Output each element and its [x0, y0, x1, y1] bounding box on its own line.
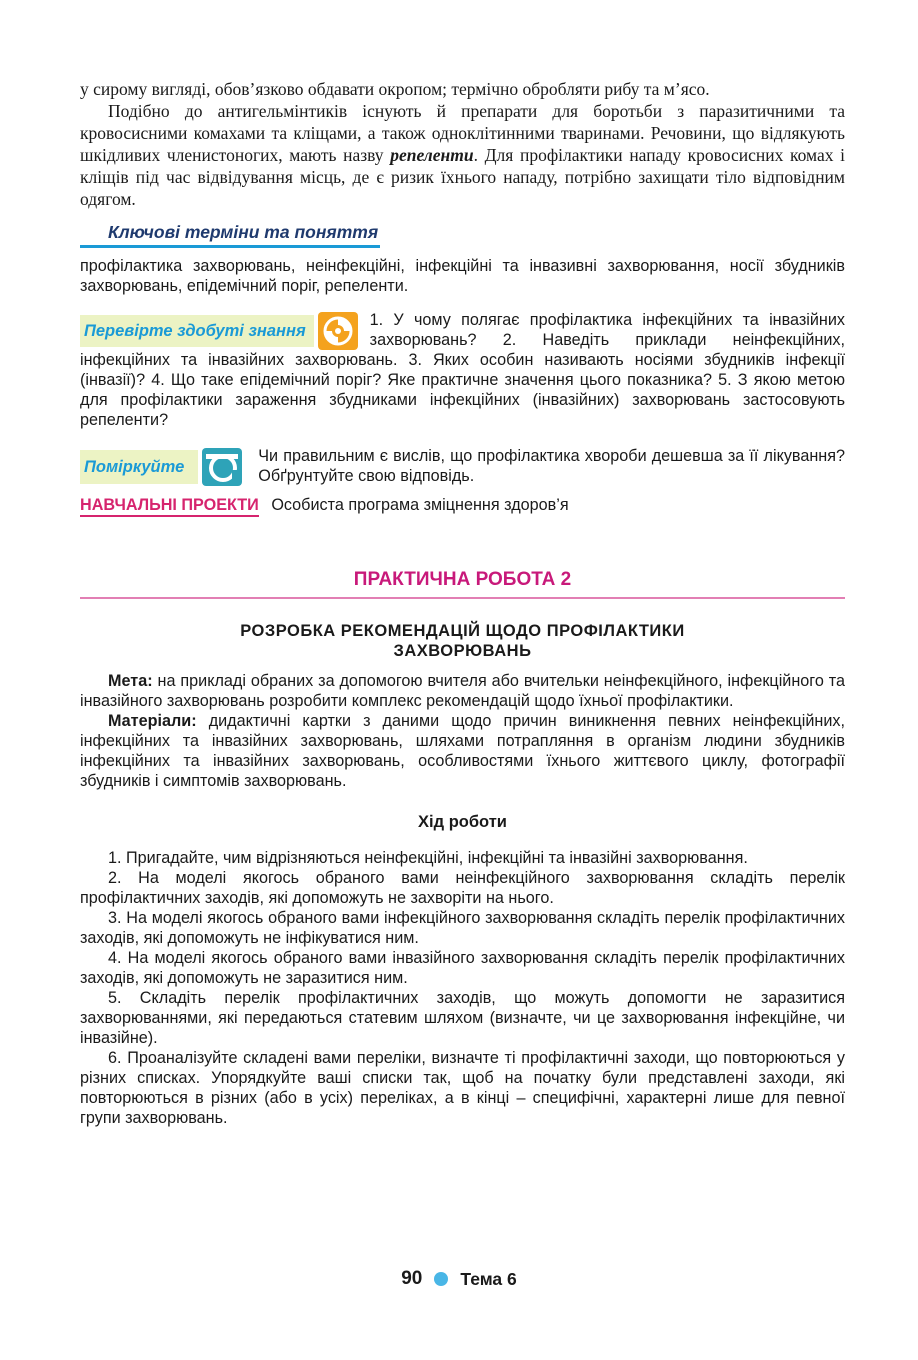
page — [80, 78, 845, 1128]
topic-label: Тема 6 — [460, 1268, 517, 1289]
step-item: 3. На моделі якогось обраного вами інфекційного захворювання складіть перелік профілактичних заходів, які допоможуть не інфікуватися ним. — [80, 909, 845, 947]
spiral-icon — [318, 312, 358, 350]
step-item: 6. Проаналізуйте складені вами переліки, визначте ті профілактичні заходи, що повторюються у різних списках. Упорядкуйте ваші списки так, щоб на початку були представлені заходи, які повторюються в різних (або в усіх) переліках, а в кінці – специфічні, характерні лише для певної групи захворювань. — [80, 1049, 845, 1127]
goal-materials — [80, 671, 845, 791]
think-block — [80, 446, 845, 486]
projects-text: Особиста програма зміцнення здоров’я — [271, 496, 569, 514]
term-repellents: репеленти — [390, 145, 474, 165]
practical-subtitle-line-1: РОЗРОБКА РЕКОМЕНДАЦІЙ ЩОДО ПРОФІЛАКТИКИ — [240, 622, 685, 640]
think-label: Поміркуйте — [80, 450, 198, 484]
step-item: 5. Складіть перелік профілактичних заходів, що можуть допомогти не заразитися захворюваннями, які передаються статевим шляхом (визначте, чи це захворювання інфекційне, чи інвазійне). — [80, 989, 845, 1047]
practical-subtitle-line-2: ЗАХВОРЮВАНЬ — [393, 642, 532, 660]
intro-paragraph-2 — [80, 100, 845, 210]
think-badge — [80, 448, 242, 486]
materials-text: дидактичні картки з даними щодо причин виникнення певних неінфекційних, інфекційних та інвазійних захворювань, шляхами потрапляння в організм людини збудників інфекційних та інвазійних захворювань, особливостями їхнього життєвого циклу, фотографії збудників і симптомів захворювань. — [80, 712, 845, 790]
check-knowledge-label: Перевірте здобуті знання — [80, 315, 314, 347]
step-item: 4. На моделі якогось обраного вами інвазійного захворювання складіть перелік профілактичних заходів, які допоможуть не заразитися ним. — [80, 949, 845, 987]
page-number: 90 — [401, 1268, 423, 1289]
step-item: 2. На моделі якогось обраного вами неінфекційного захворювання складіть перелік профілактичних заходів, які допоможуть не захворіти на нього. — [80, 869, 845, 907]
goal-text: на прикладі обраних за допомогою вчителя або вчительки неінфекційного, інфекційного та інвазійного захворювань розробити комплекс рекомендацій щодо їхньої профілактики. — [80, 672, 845, 710]
intro-p2-end: . Для профілактики нападу кровосисних комах і кліщів під час відвідування місць, де є ризик їхнього нападу, потрібно захищати тіло відповідним одягом. — [80, 145, 845, 209]
procedure-heading: Хід роботи — [418, 813, 507, 831]
materials-label: Матеріали: — [108, 712, 197, 730]
practical-title-rule — [80, 597, 845, 599]
step-item: 1. Пригадайте, чим відрізняються неінфекційні, інфекційні та інвазійні захворювання. — [108, 849, 748, 867]
check-knowledge-badge — [80, 312, 358, 350]
head-profile-icon — [202, 448, 242, 486]
procedure-steps — [80, 848, 845, 1128]
practical-subtitle — [80, 621, 845, 661]
bullet-dot-icon — [434, 1272, 448, 1286]
intro-p2-start: Подібно до антигельмінтиків існують й препарати для боротьби з паразитичними та кровосисними комахами та кліщами, а також одноклітинними тваринами. Речовини, що відлякують шкідливих членистоногих, мають назву — [80, 101, 845, 165]
practical-work-title: ПРАКТИЧНА РОБОТА 2 — [353, 569, 572, 590]
key-terms-list: профілактика захворювань, неінфекційні, інфекційні та інвазивні захворювання, носії збудників захворювань, епідемічний поріг, репеленти. — [80, 257, 845, 295]
materials-paragraph — [80, 711, 845, 791]
goal-label: Мета: — [108, 672, 153, 690]
projects-line — [80, 496, 845, 515]
page-footer — [0, 1268, 918, 1290]
key-terms-text — [80, 256, 845, 296]
intro-text — [80, 78, 845, 210]
check-knowledge-block — [80, 310, 845, 430]
projects-label[interactable]: НАВЧАЛЬНІ ПРОЕКТИ — [80, 496, 259, 517]
intro-paragraph-1: у сирому вигляді, обов’язково обдавати окропом; термічно обробляти рибу та м’ясо. — [80, 79, 710, 99]
goal-paragraph — [80, 671, 845, 711]
check-knowledge-questions: 1. У чому полягає профілактика інфекційних та інвазійних захворювань? 2. Наведіть приклади неінфекційних, інфекційних та інвазійних захворювань. 3. Яких особин називають носіями збудників інфекції (інвазії)? 4. Що таке епідемічний поріг? Яке практичне значення цього показника? 5. З якою метою для профілактики зараження збудниками інфекційних (інвазійних) захворювань застосовують репеленти? — [80, 311, 845, 429]
key-terms-heading: Ключові терміни та поняття — [80, 222, 380, 248]
think-question: Чи правильним є вислів, що профілактика хвороби дешевша за її лікування? Обґрунтуйте свою відповідь. — [258, 447, 845, 485]
